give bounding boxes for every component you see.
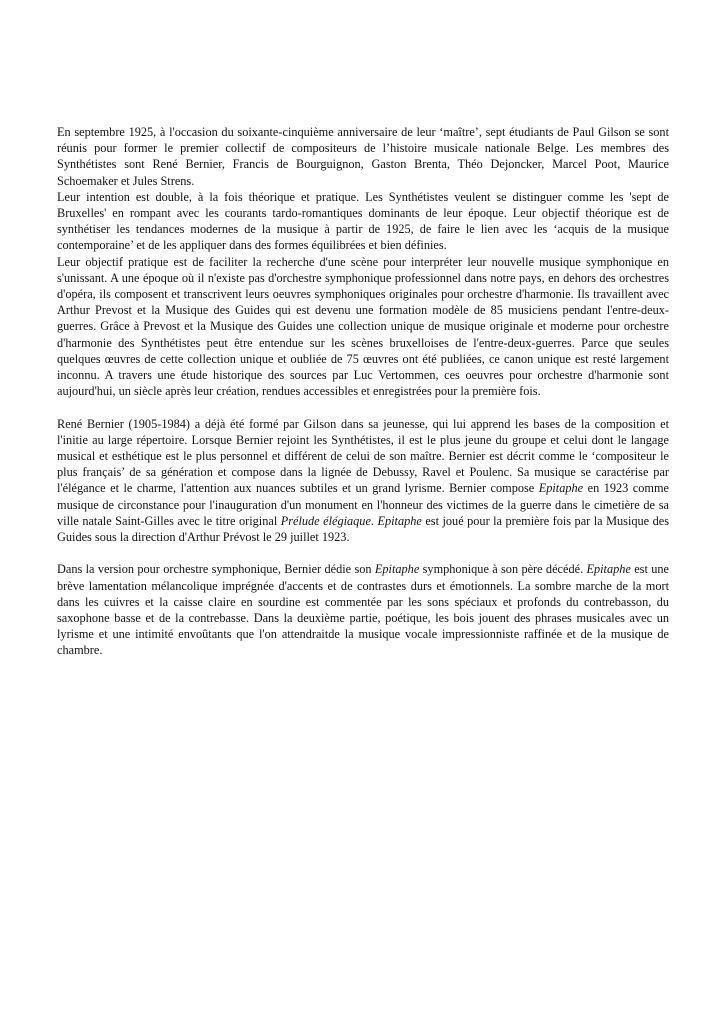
work-title-italic: Epitaphe [586,562,631,577]
text-segment: est joué pour la première fois par la Musique des Guides sous la direction d'Arthur Prévost le 29 juillet 1923. [57,513,669,545]
text-segment: est une brève lamentation mélancolique imprégnée d'accents et de contrastes durs et émotionnels. La sombre marche de la mort dans les cuivres et la caisse claire en sourdine est commentée par les sons spéciaux et profonds du contrebasson, du saxophone basse et de la contrebasse. Dans la deuxième partie, poétique, les bois jouent des phrases musicales avec un lyrisme et une intimité envoûtants que l'on attendraitde la musique vocale impressionniste raffinée et de la musique de chambre. [57,562,669,658]
paragraph-practical-objective [57,254,669,400]
text-segment: René Bernier (1905-1984) a déjà été formé par Gilson dans sa jeunesse, qui lui apprend les bases de la composition et l'initie au large répertoire. Lorsque Bernier rejoint les Synthétistes, il est le plus jeune du groupe et celui dont le langage musical et esthétique est le plus personnel et différent de celui de son maître. Bernier est décrit comme le ‘compositeur le plus français’ de sa génération et compose dans la lignée de Debussy, Ravel et Poulenc. Sa musique se caractérise par l'élégance et le charme, l'attention aux nuances subtiles et un grand lyrisme. Bernier compose [57,416,669,496]
paragraph-symphonic-version [57,561,669,658]
text-segment: Leur intention est double, à la fois théorique et pratique. Les Synthétistes veulent se distinguer comme les 'sept de Bruxelles' en rompant avec les courants tardo-romantiques dominants de leur époque. Leur objectif théorique est de synthétiser les tendances modernes de la musique à partir de 1925, de faire le lien avec les ‘acquis de la musique contemporaine’ et de les appliquer dans des formes équilibrées et bien définies. [57,189,669,253]
work-title-italic: Epitaphe [538,481,584,496]
text-segment: symphonique à son père décédé. [419,562,587,577]
paragraph-rene-bernier [57,416,669,546]
document-page [57,124,669,659]
text-segment: En septembre 1925, à l'occasion du soixante-cinquième anniversaire de leur ‘maître’, sept étudiants de Paul Gilson se sont réunis pour former le premier collectif de compositeurs de l’histoire musicale nationale Belge. Les membres des Synthétistes sont René Bernier, Francis de Bourguignon, Gaston Brenta, Théo Dejoncker, Marcel Poot, Maurice Schoemaker et Jules Strens. [57,125,669,188]
paragraph-synthetistes-founding [57,124,669,189]
work-title-italic: Epitaphe [374,562,420,577]
text-segment: Leur objectif pratique est de faciliter la recherche d'une scène pour interpréter leur nouvelle musique symphonique en s'unissant. A une époque où il n'existe pas d'orchestre symphonique professionnel dans notre pays, en dehors des orchestres d'opéra, ils composent et transcrivent leurs oeuvres symphoniques originales pour orchestre d'harmonie. Ils travaillent avec Arthur Prevost et la Musique des Guides qui est devenu une formation modèle de 85 musiciens pendant l'entre-deux-guerres. Grâce à Prevost et la Musique des Guides une collection unique de musique originale et moderne pour orchestre d'harmonie des Synthétistes peut être entendue sur les scènes bruxelloises de l'entre-deux-guerres. Parce que seules quelques œuvres de cette collection unique et oubliée de 75 œuvres ont été publiées, ce canon unique est resté largement inconnu. A travers une étude historique des sources par Luc Vertommen, ces oeuvres pour orchestre d'harmonie sont aujourd'hui, un siècle après leur création, rendues accessibles et enregistrées pour la première fois. [57,254,669,399]
work-title-italic: Epitaphe [377,513,422,528]
text-segment: . [370,513,378,528]
paragraph-intention [57,189,669,254]
work-title-italic: Prélude élégiaque [280,513,371,528]
text-segment: en 1923 comme musique de circonstance pour l'inauguration d'un monument en l'honneur des victimes de la guerre dans le cimetière de sa ville natale Saint-Gilles avec le titre original [57,481,669,528]
text-segment: Dans la version pour orchestre symphonique, Bernier dédie son [57,562,375,577]
